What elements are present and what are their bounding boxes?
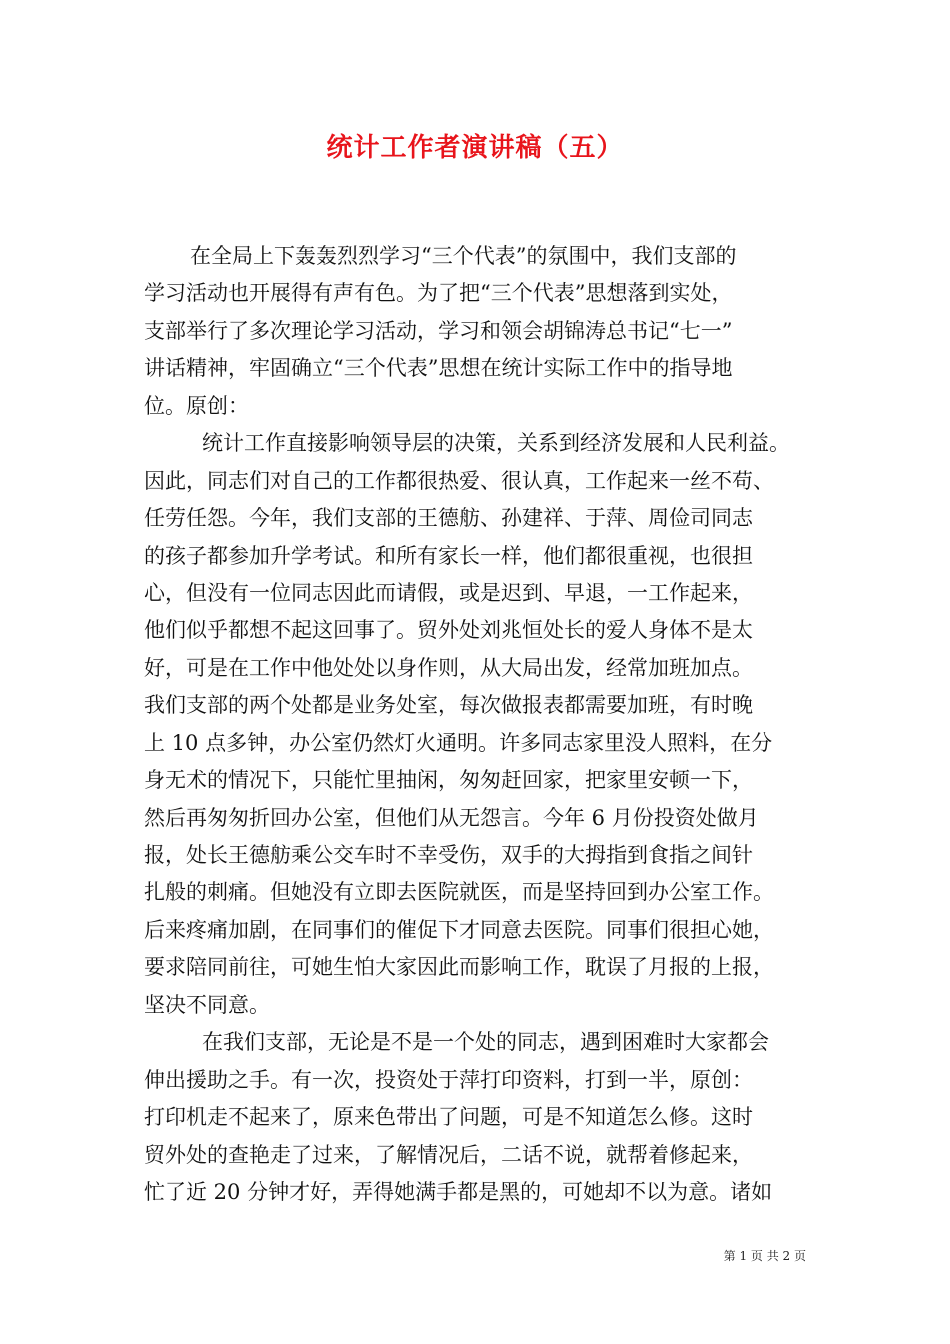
text-line: 位。原创： <box>144 393 249 418</box>
text-line: 后来疼痛加剧，在同事们的催促下才同意去医院。同事们很担心她， <box>144 917 774 942</box>
text-line: 支部举行了多次理论学习活动，学习和领会胡锦涛总书记“七一” <box>144 318 733 343</box>
text-line: 然后再匆匆折回办公室，但他们从无怨言。今年 6 月份投资处做月 <box>144 805 759 830</box>
text-line: 要求陪同前往，可她生怕大家因此而影响工作，耽误了月报的上报， <box>144 955 774 980</box>
text-line: 上 10 点多钟，办公室仍然灯火通明。许多同志家里没人照料，在分 <box>144 730 773 755</box>
text-line: 统计工作直接影响领导层的决策，关系到经济发展和人民利益。 <box>202 431 790 456</box>
text-line: 贸外处的查艳走了过来，了解情况后，二话不说，就帮着修起来， <box>144 1142 753 1167</box>
text-line: 坚决不同意。 <box>144 992 270 1017</box>
text-line: 打印机走不起来了，原来色带出了问题，可是不知道怎么修。这时 <box>144 1105 753 1130</box>
text-line: 在全局上下轰轰烈烈学习“三个代表”的氛围中，我们支部的 <box>190 244 737 268</box>
text-line: 学习活动也开展得有声有色。为了把“三个代表”思想落到实处， <box>144 281 733 306</box>
text-line: 讲话精神，牢固确立“三个代表”思想在统计实际工作中的指导地 <box>144 356 733 381</box>
page-number: 第 1 页 共 2 页 <box>723 1249 806 1263</box>
text-line: 因此，同志们对自己的工作都很热爱、很认真，工作起来一丝不苟、 <box>144 468 774 493</box>
text-line: 的孩子都参加升学考试。和所有家长一样，他们都很重视，也很担 <box>144 543 753 568</box>
text-line: 忙了近 20 分钟才好，弄得她满手都是黑的，可她却不以为意。诸如 <box>144 1179 773 1204</box>
text-line: 身无术的情况下，只能忙里抽闲，匆匆赶回家，把家里安顿一下， <box>144 768 753 793</box>
text-line: 报，处长王德舫乘公交车时不幸受伤，双手的大拇指到食指之间针 <box>144 843 753 867</box>
text-line: 我们支部的两个处都是业务处室，每次做报表都需要加班，有时晚 <box>144 693 753 718</box>
text-line: 心，但没有一位同志因此而请假，或是迟到、早退，一工作起来， <box>144 580 753 605</box>
text-line: 任劳任怨。今年，我们支部的王德舫、孙建祥、于萍、周俭司同志 <box>144 506 753 531</box>
text-line: 好，可是在工作中他处处以身作则，从大局出发，经常加班加点。 <box>144 655 753 680</box>
text-line: 伸出援助之手。有一次，投资处于萍打印资料，打到一半，原创： <box>144 1067 753 1092</box>
document-title: 统计工作者演讲稿（五） <box>326 133 624 163</box>
document-body <box>144 238 812 1211</box>
text-line: 他们似乎都想不起这回事了。贸外处刘兆恒处长的爱人身体不是太 <box>144 618 753 643</box>
text-line: 在我们支部，无论是不是一个处的同志，遇到困难时大家都会 <box>202 1030 769 1055</box>
text-line: 扎般的刺痛。但她没有立即去医院就医，而是坚持回到办公室工作。 <box>144 880 774 905</box>
